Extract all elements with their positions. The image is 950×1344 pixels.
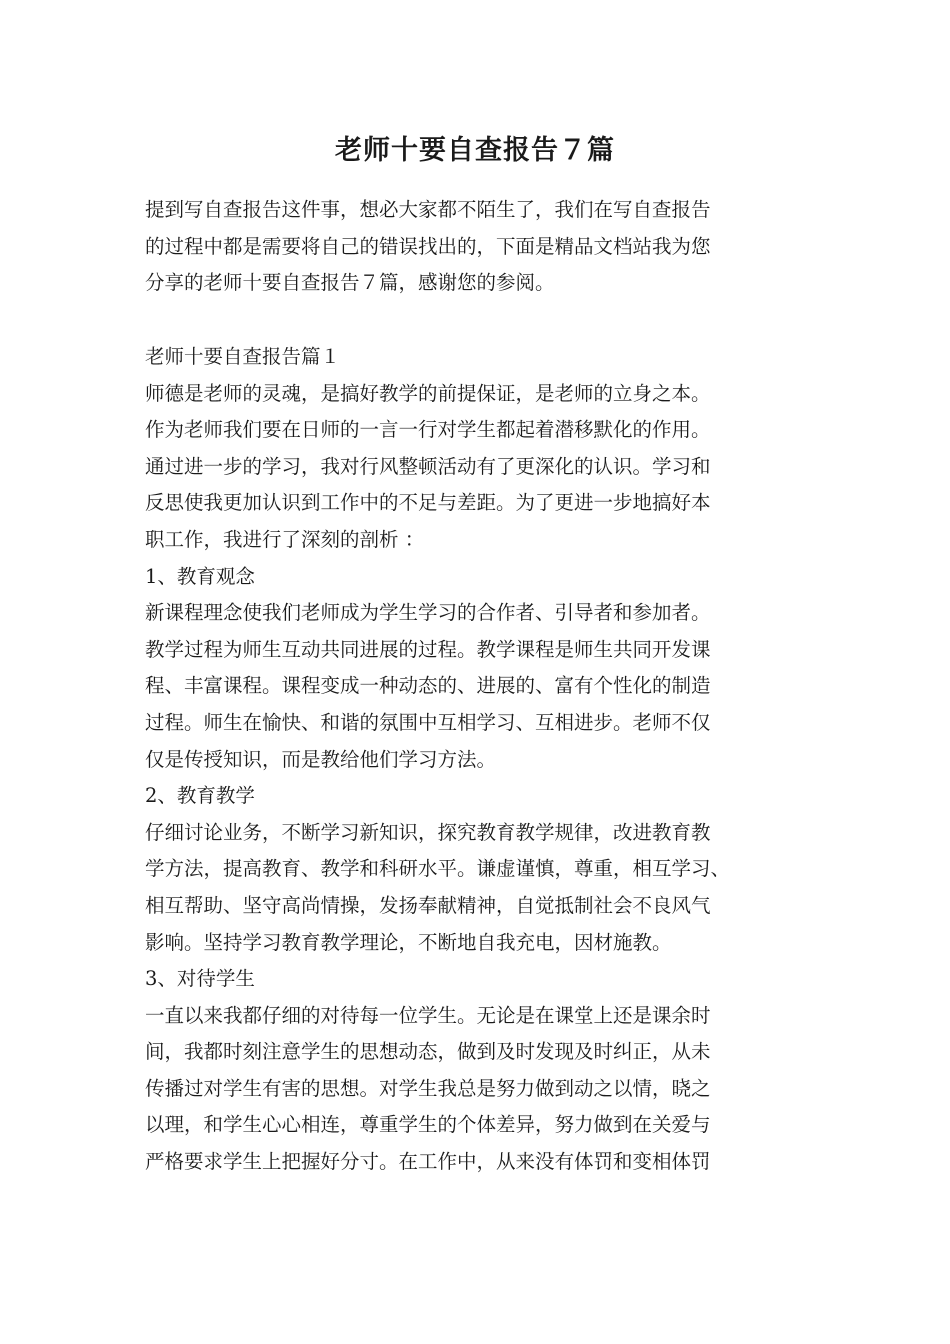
subsection-heading: 2、教育教学 bbox=[145, 784, 255, 808]
intro-line: 的过程中都是需要将自己的错误找出的，下面是精品文档站我为您 bbox=[145, 234, 711, 258]
body-line: 程、丰富课程。课程变成一种动态的、进展的、富有个性化的制造 bbox=[145, 674, 711, 698]
body-line: 以理，和学生心心相连，尊重学生的个体差异，努力做到在关爱与 bbox=[145, 1113, 711, 1137]
document-body bbox=[145, 339, 825, 1181]
subsection-heading: 1、教育观念 bbox=[145, 564, 255, 588]
body-line: 作为老师我们要在日师的一言一行对学生都起着潜移默化的作用。 bbox=[145, 418, 711, 442]
document-title: 老师十要自查报告７篇 bbox=[335, 135, 615, 166]
body-line: 仅是传授知识，而是教给他们学习方法。 bbox=[145, 747, 497, 771]
body-line: 教学过程为师生互动共同进展的过程。教学课程是师生共同开发课 bbox=[145, 637, 711, 661]
body-line: 通过进一步的学习，我对行风整顿活动有了更深化的认识。学习和 bbox=[145, 454, 711, 478]
body-line: 仔细讨论业务，不断学习新知识，探究教育教学规律，改进教育教 bbox=[145, 820, 711, 844]
section-heading: 老师十要自查报告篇１ bbox=[145, 345, 341, 368]
intro-paragraph bbox=[145, 192, 825, 302]
body-line: 一直以来我都仔细的对待每一位学生。无论是在课堂上还是课余时 bbox=[145, 1003, 711, 1027]
intro-line: 分享的老师十要自查报告７篇，感谢您的参阅。 bbox=[145, 271, 555, 295]
body-line: 严格要求学生上把握好分寸。在工作中，从来没有体罚和变相体罚 bbox=[145, 1150, 711, 1174]
body-line: 学方法，提高教育、教学和科研水平。谦虚谨慎，尊重，相互学习、 bbox=[145, 857, 731, 881]
body-line: 过程。师生在愉快、和谐的氛围中互相学习、互相进步。老师不仅 bbox=[145, 710, 711, 734]
body-line: 师德是老师的灵魂，是搞好教学的前提保证，是老师的立身之本。 bbox=[145, 381, 711, 405]
body-line: 新课程理念使我们老师成为学生学习的合作者、引导者和参加者。 bbox=[145, 601, 711, 625]
body-line: 影响。坚持学习教育教学理论，不断地自我充电，因材施教。 bbox=[145, 930, 672, 954]
intro-line: 提到写自查报告这件事，想必大家都不陌生了，我们在写自查报告 bbox=[145, 198, 711, 221]
body-line: 反思使我更加认识到工作中的不足与差距。为了更进一步地搞好本 bbox=[145, 491, 711, 515]
subsection-heading: 3、对待学生 bbox=[145, 967, 255, 991]
body-line: 职工作，我进行了深刻的剖析 ： bbox=[145, 527, 425, 551]
body-line: 相互帮助、坚守高尚情操，发扬奉献精神，自觉抵制社会不良风气 bbox=[145, 893, 711, 917]
body-line: 间，我都时刻注意学生的思想动态，做到及时发现及时纠正，从未 bbox=[145, 1040, 711, 1064]
body-line: 传播过对学生有害的思想。对学生我总是努力做到动之以情，晓之 bbox=[145, 1076, 711, 1100]
